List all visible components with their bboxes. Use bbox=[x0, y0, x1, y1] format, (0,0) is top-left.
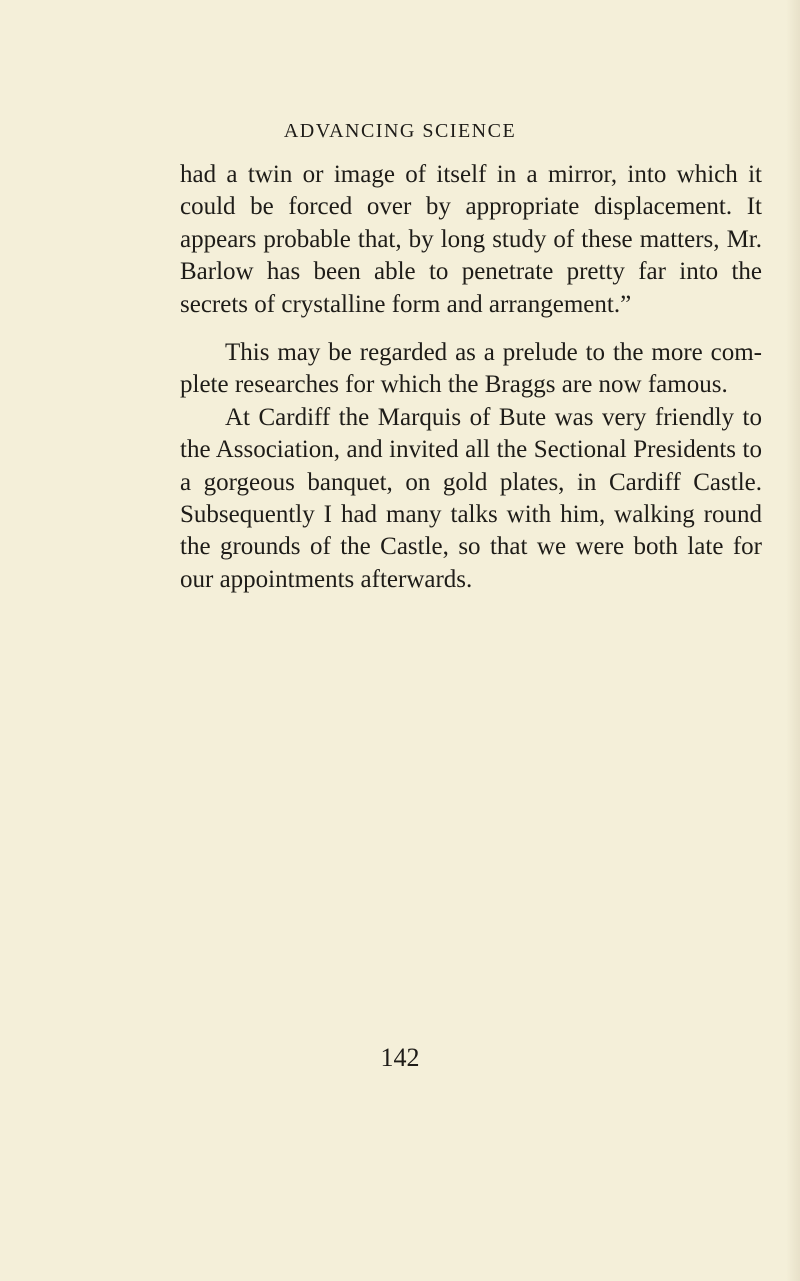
running-head: ADVANCING SCIENCE bbox=[283, 120, 517, 142]
paragraph-cardiff: At Cardiff the Marquis of Bute was very friendly to the Association, and invited all the Sectional Presidents to a gorgeous banquet, on gold plates, in Cardiff Castle. Subsequently I had many talks with him, walking round the grounds of the Castle, so that we were both late for our appointments afterwards. bbox=[180, 403, 762, 593]
paragraph-continued: had a twin or image of itself in a mirror, into which it could be forced over by appropriate displacement. It appears probable that, by long study of these matters, Mr. Barlow has been able to penetrate pretty far into the secrets of crystalline form and arrangement.” bbox=[180, 161, 762, 318]
page-number: 142 bbox=[380, 1043, 420, 1072]
body-text bbox=[180, 159, 762, 596]
paragraph-prelude: This may be regarded as a prelude to the more complete researches for which the Braggs are now famous. bbox=[180, 339, 762, 399]
page-edge-shadow bbox=[786, 0, 800, 1281]
